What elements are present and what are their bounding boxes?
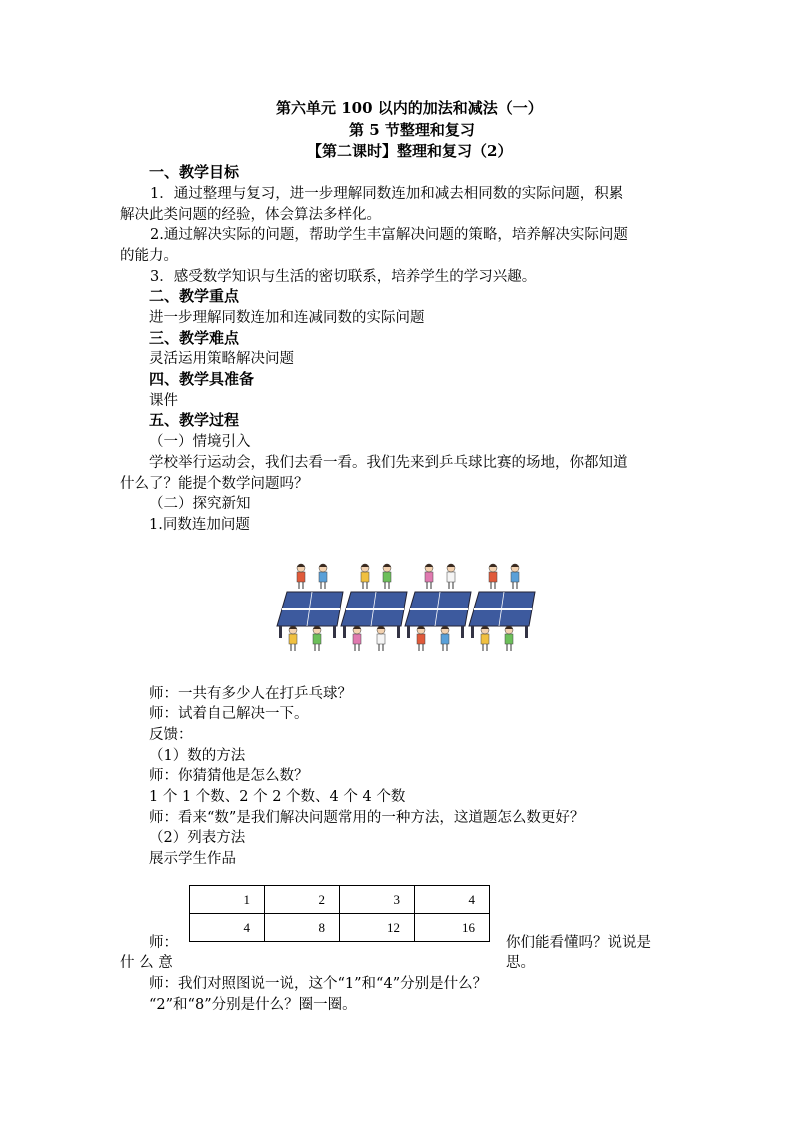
goal1-line1: 1．通过整理与复习，进一步理解同数连加和减去相同数的实际问题，积累 (150, 186, 624, 202)
back-player-body (425, 572, 433, 582)
question-5: 师：我们对照图说一说，这个“1”和“4”分别是什么？ (149, 976, 488, 992)
counting-text: 1 个 1 个数、2 个 2 个数、4 个 4 个数 (149, 789, 406, 805)
back-player-hair (361, 564, 369, 567)
front-player-body (505, 634, 513, 644)
prep-text: 课件 (149, 393, 178, 409)
back-player-hair (447, 564, 455, 567)
table-cell: 12 (340, 914, 415, 942)
process-heading: 五、教学过程 (149, 411, 240, 429)
feedback-label: 反馈： (149, 727, 193, 743)
table-cell: 16 (415, 914, 490, 942)
table-cell: 2 (265, 886, 340, 914)
back-player-body (319, 572, 327, 582)
goals-heading: 一、教学目标 (149, 163, 240, 181)
ping-pong-tables-illustration (273, 560, 543, 665)
table-row (190, 914, 490, 942)
table-cell: 1 (190, 886, 265, 914)
table-leg (343, 626, 346, 638)
back-player-hair (319, 564, 327, 567)
back-player-hair (489, 564, 497, 567)
front-player-body (353, 634, 361, 644)
method-2: （2）列表方法 (149, 830, 246, 846)
front-player-body (417, 634, 425, 644)
table-cell: 3 (340, 886, 415, 914)
teacher-prefix: 师： (149, 935, 178, 951)
goal3: 3．感受数学知识与生活的密切联系，培养学生的学习兴趣。 (150, 269, 537, 285)
table-cell: 4 (415, 886, 490, 914)
front-player-body (377, 634, 385, 644)
table-leg (525, 626, 528, 638)
show-works: 展示学生作品 (149, 851, 236, 867)
doc-title-line3: 【第二课时】整理和复习（2） (307, 142, 513, 160)
back-player-body (361, 572, 369, 582)
question-2: 师：试着自己解决一下。 (149, 706, 309, 722)
back-player-body (383, 572, 391, 582)
question-4: 师：看来“数”是我们解决问题常用的一种方法，这道题怎么数更好？ (149, 810, 585, 826)
intro-label: （一）情境引入 (149, 434, 251, 450)
table-leg (279, 626, 282, 638)
question-1: 师：一共有多少人在打乒乓球？ (149, 686, 352, 702)
table-cell: 8 (265, 914, 340, 942)
difficulty-text: 灵活运用策略解决问题 (149, 351, 294, 367)
goal1-line2: 解决此类问题的经验，体会算法多样化。 (120, 207, 381, 223)
back-player-body (511, 572, 519, 582)
intro-line2: 什么了？能提个数学问题吗？ (120, 476, 309, 492)
question-6: “2”和“8”分别是什么？圈一圈。 (149, 997, 357, 1013)
front-player-body (289, 634, 297, 644)
back-player-body (489, 572, 497, 582)
wrap-right-line1: 你们能看懂吗？说说是 (506, 935, 651, 951)
table-row (190, 886, 490, 914)
back-player-hair (297, 564, 305, 567)
goal2-line1: 2.通过解决实际的问题，帮助学生丰富解决问题的策略，培养解决实际问题 (150, 227, 628, 243)
table-leg (397, 626, 400, 638)
front-player-body (313, 634, 321, 644)
student-work-table (189, 885, 490, 942)
doc-title-line1: 第六单元 100 以内的加法和减法（一） (276, 99, 543, 117)
intro-line1: 学校举行运动会，我们去看一看。我们先来到乒乓球比赛的场地，你都知道 (149, 455, 628, 471)
subsection-1: 1.同数连加问题 (149, 517, 250, 533)
back-player-hair (511, 564, 519, 567)
method-1: （1）数的方法 (149, 748, 246, 764)
goal2-line2: 的能力。 (120, 248, 178, 264)
prep-heading: 四、教学具准备 (149, 370, 255, 388)
table-leg (461, 626, 464, 638)
back-player-body (447, 572, 455, 582)
table-leg (471, 626, 474, 638)
wrap-left: 什 么 意 (120, 955, 173, 971)
back-player-hair (383, 564, 391, 567)
question-3: 师：你猜猜他是怎么数？ (149, 768, 309, 784)
doc-title-line2: 第 5 节整理和复习 (349, 121, 475, 139)
table-cell: 4 (190, 914, 265, 942)
front-player-body (441, 634, 449, 644)
explore-label: （二）探究新知 (149, 496, 251, 512)
wrap-right-line2: 思。 (506, 955, 535, 971)
back-player-body (297, 572, 305, 582)
back-player-hair (425, 564, 433, 567)
key-heading: 二、教学重点 (149, 287, 240, 305)
table-leg (407, 626, 410, 638)
front-player-body (481, 634, 489, 644)
key-text: 进一步理解同数连加和连减同数的实际问题 (149, 310, 425, 326)
difficulty-heading: 三、教学难点 (149, 329, 240, 347)
table-leg (333, 626, 336, 638)
